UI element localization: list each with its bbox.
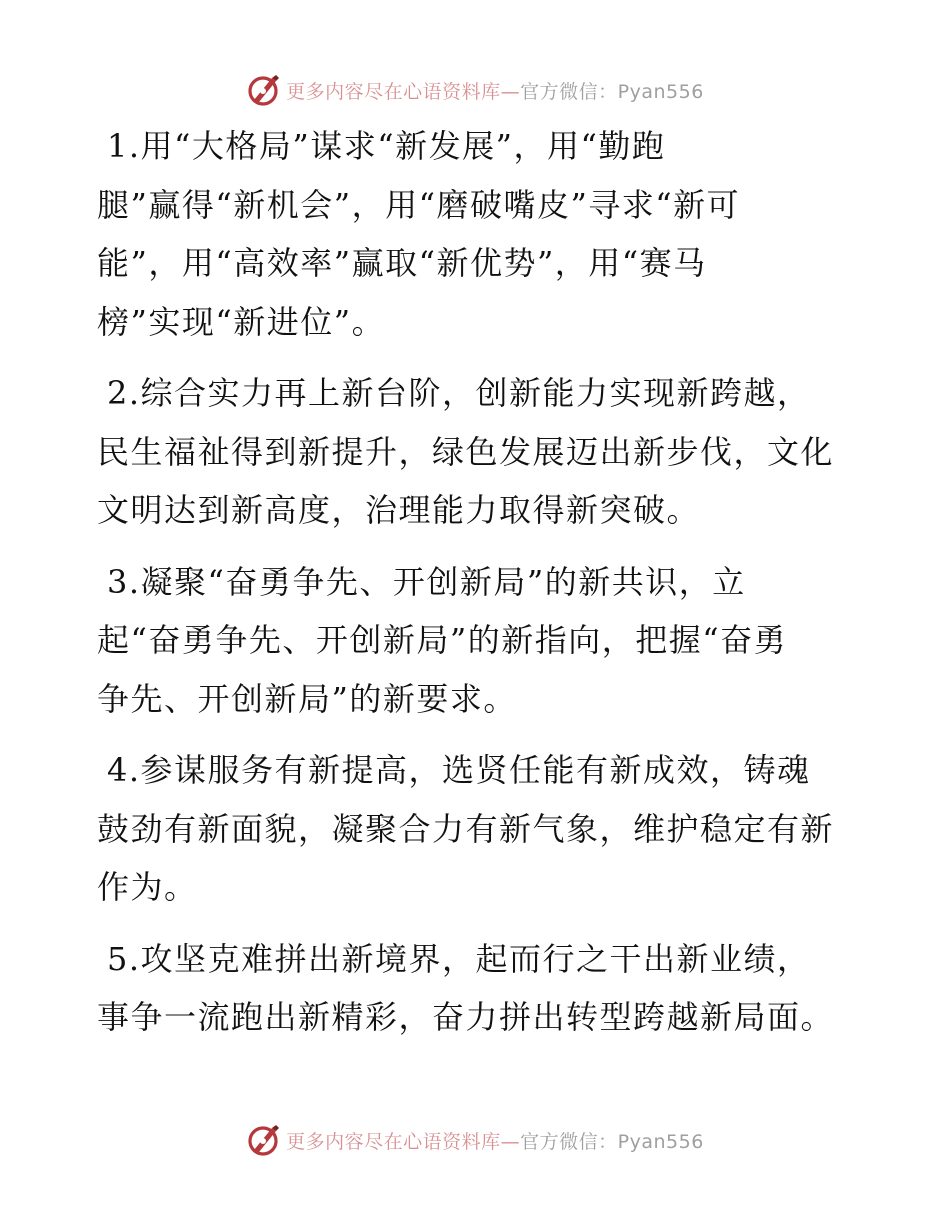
paragraph-2 bbox=[97, 364, 857, 540]
paragraph-5 bbox=[97, 930, 857, 1047]
text-line: 争先、开创新局”的新要求。 bbox=[97, 679, 517, 718]
text-line: 腿”赢得“新机会”，用“磨破嘴皮”寻求“新可 bbox=[97, 185, 741, 224]
text-line: 作为。 bbox=[97, 868, 198, 906]
banner-text: 更多内容尽在心语资料库—官方微信：Pyan556 bbox=[286, 80, 704, 103]
text-line: 1.用“大格局”谋求“新发展”，用“勤跑 bbox=[107, 127, 666, 165]
banner-text: 更多内容尽在心语资料库—官方微信：Pyan556 bbox=[286, 1130, 704, 1153]
text-line: 榜”实现“新进位”。 bbox=[97, 302, 386, 341]
text-line: 5.攻坚克难拼出新境界，起而行之干出新业绩， bbox=[107, 939, 811, 978]
text-line: 文明达到新高度，治理能力取得新突破。 bbox=[97, 491, 701, 529]
paragraph-3 bbox=[97, 553, 857, 729]
text-line: 2.综合实力再上新台阶，创新能力实现新跨越， bbox=[107, 374, 811, 412]
document-body bbox=[97, 117, 857, 1060]
text-line: 民生福祉得到新提升，绿色发展迈出新步伐，文化 bbox=[97, 432, 835, 471]
text-line: 起“奋勇争先、开创新局”的新指向，把握“奋勇 bbox=[97, 621, 788, 659]
wechat-id: 官方微信：Pyan556 bbox=[520, 1130, 704, 1153]
header-banner bbox=[0, 70, 950, 110]
text-line: 鼓劲有新面貌，凝聚合力有新气象，维护稳定有新 bbox=[97, 809, 835, 848]
text-line: 4.参谋服务有新提高，选贤任能有新成效，铸魂 bbox=[107, 751, 811, 789]
text-line: 能”，用“高效率”赢取“新优势”，用“赛马 bbox=[97, 244, 707, 282]
footer-banner bbox=[0, 1120, 950, 1160]
text-line: 事争一流跑出新精彩，奋力拼出转型跨越新局面。 bbox=[97, 998, 835, 1036]
wechat-id: 官方微信：Pyan556 bbox=[520, 80, 704, 103]
paragraph-1 bbox=[97, 117, 857, 351]
pen-logo-icon bbox=[246, 72, 282, 108]
text-line: 3.凝聚“奋勇争先、开创新局”的新共识，立 bbox=[107, 562, 746, 601]
pen-logo-icon bbox=[246, 1122, 282, 1158]
paragraph-4 bbox=[97, 741, 857, 917]
